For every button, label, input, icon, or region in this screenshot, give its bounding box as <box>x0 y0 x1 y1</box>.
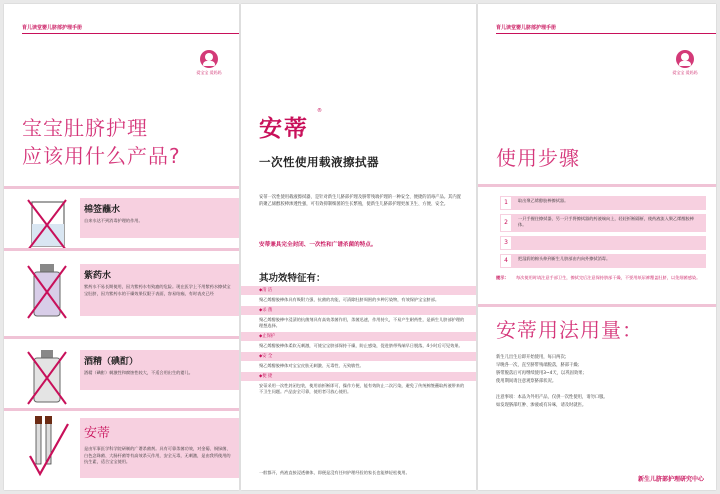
panel-left <box>4 4 239 490</box>
effect-text: 聚乙烯醇胶棒中浸渍的抗菌剂具有高效杀菌作用，杀菌迅速，作用持久，不易产生耐药性，是新生儿脐部护理的理想选择。 <box>259 316 465 329</box>
logo-caption: 爱宝宝 爱妈妈 <box>196 70 222 75</box>
note-label: 提示： <box>496 275 509 280</box>
product-alcohol <box>4 348 239 412</box>
effects-list <box>241 286 476 398</box>
product-name: 紫药水 <box>84 271 112 281</box>
step-item <box>500 254 706 268</box>
product-subtitle: 一次性使用载液擦拭器 <box>259 155 379 169</box>
dose-lines: 新生儿出生后即开始使用，每日两次； 早晚各一次，直至脐带残端脱落，脐部干燥； 脐带脱落后可再继续使用3~4天，以巩固效果； 使用期间请注意观察脐部状况。 注意事项：本品为外用产品，仅供一次性使用，请勿口服。 如发现脐部红肿、渗液或有异味，请及时就医。 <box>496 355 608 408</box>
step-text: 把湿润的棉头伸到新生儿脐部由内向外擦拭消毒。 <box>518 256 611 261</box>
header-line <box>22 33 239 34</box>
usage-title: 使用步骤 <box>496 146 580 170</box>
product-andi <box>4 416 239 480</box>
product-desc: 紫药水不易长期使用，因为紫药水有致癌的危险。现在医学上不用紫药水擦拭宝宝肚脐，因为紫药水的干燥效果仅限于表面，容易结痂，有时表皮已经 <box>84 284 231 296</box>
header-text: 育儿读堂婴儿脐部护理手册 <box>22 25 83 31</box>
effect-text: 聚乙烯醇胶棒体对宝宝皮肤无刺激、无毒性、无致敏性。 <box>259 362 364 368</box>
header-line <box>496 33 716 34</box>
header-text: 育儿读堂婴儿脐部护理手册 <box>496 25 557 31</box>
product-desc: 自来水达不到消毒护理的作用。 <box>84 218 143 223</box>
effect-heading: ◆安 全 <box>241 352 476 361</box>
product-name: 安蒂 <box>84 426 111 441</box>
effect-heading: ◆杀 菌 <box>241 306 476 315</box>
brand-logo <box>668 50 702 76</box>
alcohol-bottle-crossed-icon <box>24 348 70 408</box>
bottom-note: 一般都开，药液直接浸透棉体，即便是没有任何护理经验的家长也能够轻松使用。 <box>259 470 410 475</box>
effect-heading: ◆止保护 <box>241 332 476 341</box>
mother-baby-icon <box>676 50 694 68</box>
effect-text: 聚乙烯醇胶棒体具有吸附力强、抗菌的功能，可清除肚脐周围的多种污染物，有效保护宝宝脐部。 <box>259 297 440 302</box>
logo-caption: 爱宝宝 爱妈妈 <box>672 70 698 75</box>
product-desc: 酒精（碘酊）刺激性和腐蚀性较大，不适合用出生的婴儿。 <box>84 370 193 375</box>
product-name: 酒精（碘酊） <box>84 357 139 367</box>
footer-organization: 新生儿脐部护理研究中心 <box>637 476 704 483</box>
brand-logo <box>192 50 226 76</box>
step-number: 2 <box>500 214 512 232</box>
effect-text: 聚乙烯醇胶棒体柔软无刺激，可使宝宝脐部保持干燥，防止感染，促进脐带残端早日脱落，4小时后可见效果。 <box>259 343 463 349</box>
usage-steps <box>500 196 706 272</box>
step-text: 取出聚乙烯醇胶棒擦拭器。 <box>518 198 569 203</box>
effect-text: 安蒂采用一次性封闭包装，使用前折断即可，操作方便，能有效防止二次污染，避免了传统棉签蘸取药液带来的不卫生问题。产品安全可靠，使用者可放心使用。 <box>259 382 465 395</box>
effect-heading: ◆便 捷 <box>241 372 476 381</box>
divider <box>4 186 239 189</box>
panel1-title: 宝宝肚脐护理 应该用什么产品? <box>22 116 181 168</box>
product-desc: 是由军事医学科学院研制的广谱杀菌剂。具有可靠杀菌功效，对金葡、铜绿菌、白色念珠菌、大肠杆菌等有高效杀灭作用，安全无毒，无刺激，是由我所使用的抗生素，适合宝宝使用。 <box>84 446 231 464</box>
effect-heading: ◆清 洁 <box>241 286 476 295</box>
dose-title: 安蒂用法用量： <box>496 318 643 342</box>
panel-right <box>478 4 716 490</box>
step-item <box>500 214 706 232</box>
step-item <box>500 196 706 210</box>
product-name: 棉签蘸水 <box>84 205 121 215</box>
effects-title: 其功效特征有： <box>259 273 326 284</box>
mother-baby-icon <box>200 50 218 68</box>
purple-bottle-crossed-icon <box>24 262 70 322</box>
feature-highlight: 安蒂兼具完全封闭、一次性和广谱杀菌的特点。 <box>259 242 377 248</box>
brand-name: 安蒂 <box>259 116 309 142</box>
intro-text: 安蒂一次性使用载液擦拭器，是针对新生儿脐部护理及脐带残端护理的一种安全、便捷的消毒产品。其内置的聚乙烯醇胶棒渗透性强，可有效抑制细菌的生长繁殖，使新生儿脐部护理更加卫生、方便、安全。 <box>259 195 461 208</box>
step-item <box>500 236 706 250</box>
step-number: 1 <box>500 196 512 210</box>
note-text: 每次使用时请注意手部卫生，擦拭完后注意保持脐部干燥，不要用纸尿裤覆盖肚脐，以免细菌感染。 <box>516 275 701 280</box>
panel-middle <box>241 4 476 490</box>
water-bottle-crossed-icon <box>24 196 70 256</box>
step-text: 一只手握住擦拭器，另一只手将擦拭器的药液端向上，轻轻折断隔断，使药液流入聚乙烯醇胶棒体。 <box>518 216 694 228</box>
product-gentian-violet <box>4 262 239 326</box>
swab-check-icon <box>24 416 70 480</box>
registered-mark: ® <box>317 108 322 114</box>
step-number: 3 <box>500 236 512 250</box>
step-number: 4 <box>500 254 512 268</box>
